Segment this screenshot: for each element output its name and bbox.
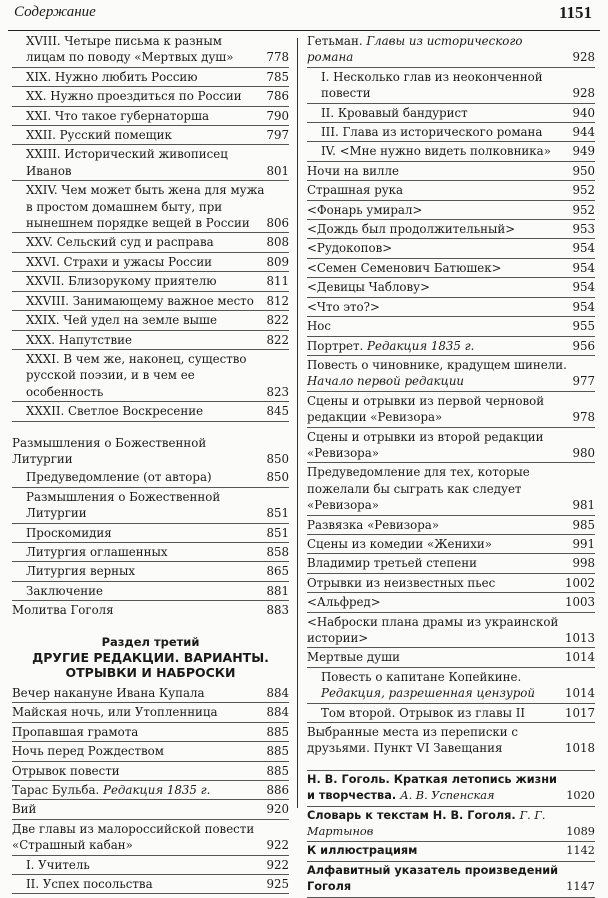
entry-page: 952 <box>572 183 595 198</box>
entry-title: Литургия верных <box>26 564 136 579</box>
entry-page: 954 <box>572 299 595 314</box>
entry-page: 806 <box>266 216 289 231</box>
entry-title: XXIX. Чей удел на земле выше <box>26 313 217 328</box>
entry-page: 950 <box>572 163 595 178</box>
entry-title: <Девицы Чаблову> <box>307 280 431 295</box>
entry-page: 801 <box>266 163 289 178</box>
entry-title: <Дождь был продолжительный> <box>307 222 516 237</box>
toc-entry <box>12 126 289 145</box>
entry-title: XIX. Нужно любить Россию <box>26 69 198 84</box>
toc-entry <box>307 123 595 142</box>
section-title: ДРУГИЕ РЕДАКЦИИ. ВАРИАНТЫ. ОТРЫВКИ И НАБРОСКИ <box>32 650 269 680</box>
entry-page: 884 <box>266 705 289 720</box>
page-number: 1151 <box>558 3 592 22</box>
toc-entry <box>307 463 595 515</box>
entry-page: 823 <box>266 384 289 399</box>
entry-page: 865 <box>266 564 289 579</box>
entry-title: <Что это?> <box>307 299 380 314</box>
entry-title: Проскомидия <box>26 525 112 540</box>
entry-title: Страшная рука <box>307 183 404 198</box>
toc-entry <box>307 239 595 258</box>
toc-entry <box>307 593 595 612</box>
toc-entry <box>307 392 595 428</box>
entry-title: XXVI. Страхи и ужасы России <box>26 254 213 269</box>
toc-entry <box>12 742 289 761</box>
entry-title: Отрывок повести <box>12 763 120 778</box>
entry-page: 884 <box>266 686 289 700</box>
entry-page: 850 <box>266 470 289 485</box>
entry-page: 790 <box>266 108 289 123</box>
toc-entry <box>307 535 595 554</box>
entry-page: 812 <box>266 293 289 308</box>
entry-title: Мертвые души <box>307 650 400 665</box>
toc-entry <box>12 582 289 601</box>
toc-group-letters <box>12 32 289 422</box>
entry-title: Вечер накануне Ивана Купала <box>12 686 205 700</box>
toc-entry <box>12 253 289 272</box>
toc-entry <box>12 311 289 330</box>
entry-page: 885 <box>266 724 289 739</box>
toc-entry <box>12 723 289 742</box>
toc-entry <box>307 317 595 336</box>
entry-title: <Рудокопов> <box>307 241 393 256</box>
entry-title: I. Учитель <box>26 857 90 872</box>
entry-page: 955 <box>572 319 595 334</box>
running-header-title: Содержание <box>14 4 96 20</box>
right-column <box>307 32 595 898</box>
entry-page: 940 <box>572 105 595 120</box>
entry-title: XXXII. Светлое Воскресение <box>26 404 204 419</box>
entry-page: 954 <box>572 260 595 275</box>
toc-entry <box>307 162 595 181</box>
entry-title: Нос <box>307 319 331 334</box>
entry-title: IV. <Мне нужно видеть полковника» <box>321 144 551 159</box>
entry-page: 885 <box>266 763 289 778</box>
entry-title: Майская ночь, или Утопленница <box>12 705 218 720</box>
entry-title: <Наброски плана драмы из украинской истории> <box>307 614 559 645</box>
toc-entry <box>307 428 595 464</box>
left-column <box>12 32 289 894</box>
toc-entry <box>12 762 289 781</box>
toc-entry <box>307 181 595 200</box>
toc-entry: Алфавитный указатель произведений Гоголя 1147 <box>307 862 595 898</box>
toc-entry <box>12 468 289 487</box>
entry-title: XXV. Сельский суд и расправа <box>26 235 214 250</box>
entry-page: 786 <box>266 89 289 104</box>
toc-entry <box>12 703 289 722</box>
toc-group-redactions <box>12 684 289 781</box>
toc-entry <box>307 278 595 297</box>
toc-entry <box>12 562 289 581</box>
toc-entry <box>307 68 595 104</box>
entry-title: Сцены из комедии «Женихи» <box>307 536 492 551</box>
toc-entry <box>12 543 289 562</box>
toc-entry: Повесть о чиновнике, крадущем шинели. Начало первой редакции 977 <box>307 356 595 392</box>
column-divider <box>297 38 298 808</box>
toc-entry: Тарас Бульба. Редакция 1835 г. 886 <box>12 781 289 800</box>
entry-title: XXX. Напутствие <box>26 332 132 347</box>
entry-title: Отрывки из неизвестных пьес <box>307 575 496 590</box>
toc-entry: Выбранные места из переписки с друзьями. Пункт VI Завещания 1018 <box>307 725 595 756</box>
entry-page: 885 <box>266 744 289 759</box>
entry-page: 978 <box>572 410 595 425</box>
entry-page: 1003 <box>564 595 595 610</box>
entry-title: Ночь перед Рождеством <box>12 744 164 759</box>
entry-page: 991 <box>572 536 595 551</box>
entry-page: 1013 <box>564 631 595 645</box>
entry-title: II. Кровавый бандурист <box>321 105 468 120</box>
entry-page: 954 <box>572 280 595 295</box>
entry-page: 822 <box>266 332 289 347</box>
toc-entry: Две главы из малороссийской повести «Страшный кабан» 922 <box>12 820 289 856</box>
entry-title: Заключение <box>26 583 104 598</box>
entry-page: 778 <box>266 50 289 65</box>
entry-title: Пропавшая грамота <box>12 724 139 739</box>
toc-entry <box>12 87 289 106</box>
entry-page: 1014 <box>564 650 595 665</box>
entry-page: 953 <box>572 222 595 237</box>
toc-group-kaban <box>12 856 289 895</box>
entry-title: XXVIII. Занимающему важное место <box>26 293 254 308</box>
entry-page: 944 <box>572 125 595 140</box>
toc-entry: Размышления о Божественной Литургии 850 <box>12 435 289 466</box>
entry-title: Предуведомление (от автора) <box>26 470 212 485</box>
entry-page: 954 <box>572 241 595 256</box>
toc-entry <box>12 272 289 291</box>
entry-title: Размышления о Божественной Литургии <box>26 489 221 521</box>
entry-title: <Альфред> <box>307 595 381 610</box>
toc-entry: Словарь к текстам Н. В. Гоголя. Г. Г. Мартынов 1089 <box>307 807 595 843</box>
toc-entry <box>307 104 595 123</box>
toc-entry <box>12 488 289 524</box>
toc-entry: Н. В. Гоголь. Краткая летопись жизни и творчества. А. В. Успенская 1020 <box>307 770 595 807</box>
toc-group-fragments <box>307 162 595 337</box>
entry-page: 985 <box>572 517 595 532</box>
entry-title: III. Глава из исторического романа <box>321 125 543 140</box>
entry-page: 949 <box>572 144 595 159</box>
toc-entry: К иллюстрациям 1142 <box>307 842 595 861</box>
entry-page: 851 <box>266 525 289 540</box>
entry-page: 785 <box>266 69 289 84</box>
entry-page: 922 <box>266 857 289 872</box>
entry-title: <Семен Семенович Батюшек> <box>307 260 502 275</box>
entry-title: XXIII. Исторический живописец Иванов <box>26 147 228 178</box>
entry-page: 928 <box>572 86 595 101</box>
entry-page: 881 <box>266 583 289 598</box>
toc-entry <box>307 516 595 535</box>
toc-group-plays <box>307 392 595 668</box>
toc-entry <box>12 875 289 894</box>
entry-title: XXIV. Чем может быть жена для мужа в простом домашнем быту, при нынешнем порядке вещей в России <box>26 183 265 231</box>
toc-entry: Повесть о капитане Копейкине. Редакция, разрешенная цензурой 1014 <box>307 668 595 704</box>
entry-title: Сцены и отрывки из первой черновой редакции «Ревизора» <box>307 393 545 425</box>
entry-title: XXII. Русский помещик <box>26 128 172 143</box>
toc-entry: Том второй. Отрывок из главы II 1017 <box>307 704 595 723</box>
entry-page: 808 <box>266 235 289 250</box>
toc-entry <box>307 220 595 239</box>
entry-page: 1002 <box>564 575 595 590</box>
entry-title: Ночи на вилле <box>307 163 399 178</box>
entry-title: <Фонарь умирал> <box>307 202 423 217</box>
toc-entry <box>12 684 289 703</box>
toc-entry <box>12 350 289 402</box>
section-label: Раздел третий <box>101 634 200 649</box>
entry-page: 998 <box>572 556 595 571</box>
entry-page: 851 <box>266 506 289 521</box>
toc-entry: Молитва Гоголя 883 <box>12 603 289 618</box>
toc-entry: Вий 920 <box>12 800 289 819</box>
toc-entry <box>12 32 289 68</box>
entry-page: 822 <box>266 313 289 328</box>
entry-title: XXI. Что такое губернаторша <box>26 108 210 123</box>
toc-entry <box>12 524 289 543</box>
toc-entry <box>307 201 595 220</box>
toc-entry <box>12 331 289 350</box>
toc-entry <box>307 613 595 649</box>
toc-entry <box>12 181 289 233</box>
entry-page: 858 <box>266 544 289 559</box>
toc-entry <box>307 574 595 593</box>
toc-entry <box>12 233 289 252</box>
entry-page: 797 <box>266 128 289 143</box>
entry-page: 980 <box>572 445 595 460</box>
toc-entry <box>12 292 289 311</box>
entry-title: Литургия оглашенных <box>26 544 168 559</box>
entry-title: XVIII. Четыре письма к разным лицам по поводу «Мертвых душ» <box>26 34 234 65</box>
entry-title: Владимир третьей степени <box>307 556 477 571</box>
toc-entry <box>307 142 595 161</box>
entry-title: I. Несколько глав из неоконченной повести <box>321 69 543 101</box>
entry-title: XX. Нужно проездиться по России <box>26 89 242 104</box>
header-rule <box>8 30 600 31</box>
entry-title: Сцены и отрывки из второй редакции «Ревизора» <box>307 429 544 460</box>
toc-entry <box>12 402 289 421</box>
toc-entry <box>307 298 595 317</box>
toc-entry <box>12 856 289 875</box>
toc-entry <box>12 107 289 126</box>
entry-page: 811 <box>266 274 289 289</box>
toc-entry: Гетьман. Главы из исторического романа 928 <box>307 32 595 68</box>
entry-title: XXXI. В чем же, наконец, существо русской поэзии, и в чем ее особенность <box>26 351 247 399</box>
toc-entry <box>12 145 289 181</box>
entry-title: Предуведомление для тех, которые пожелали бы сыграть как следует «Ревизора» <box>307 465 530 513</box>
entry-title: XXVII. Близорукому приятелю <box>26 274 217 289</box>
entry-page: 952 <box>572 202 595 217</box>
toc-entry <box>12 68 289 87</box>
entry-page: 925 <box>266 877 289 892</box>
entry-page: 981 <box>572 498 595 513</box>
toc-group-hetman <box>307 68 595 162</box>
toc-group-liturgy <box>12 468 289 601</box>
entry-title: Развязка «Ревизора» <box>307 517 440 532</box>
toc-entry <box>307 554 595 573</box>
entry-page: 845 <box>266 404 289 419</box>
toc-entry <box>307 648 595 667</box>
toc-entry <box>307 259 595 278</box>
toc-entry: Портрет. Редакция 1835 г. 956 <box>307 337 595 356</box>
entry-page: 809 <box>266 254 289 269</box>
entry-title: II. Успех посольства <box>26 877 153 892</box>
